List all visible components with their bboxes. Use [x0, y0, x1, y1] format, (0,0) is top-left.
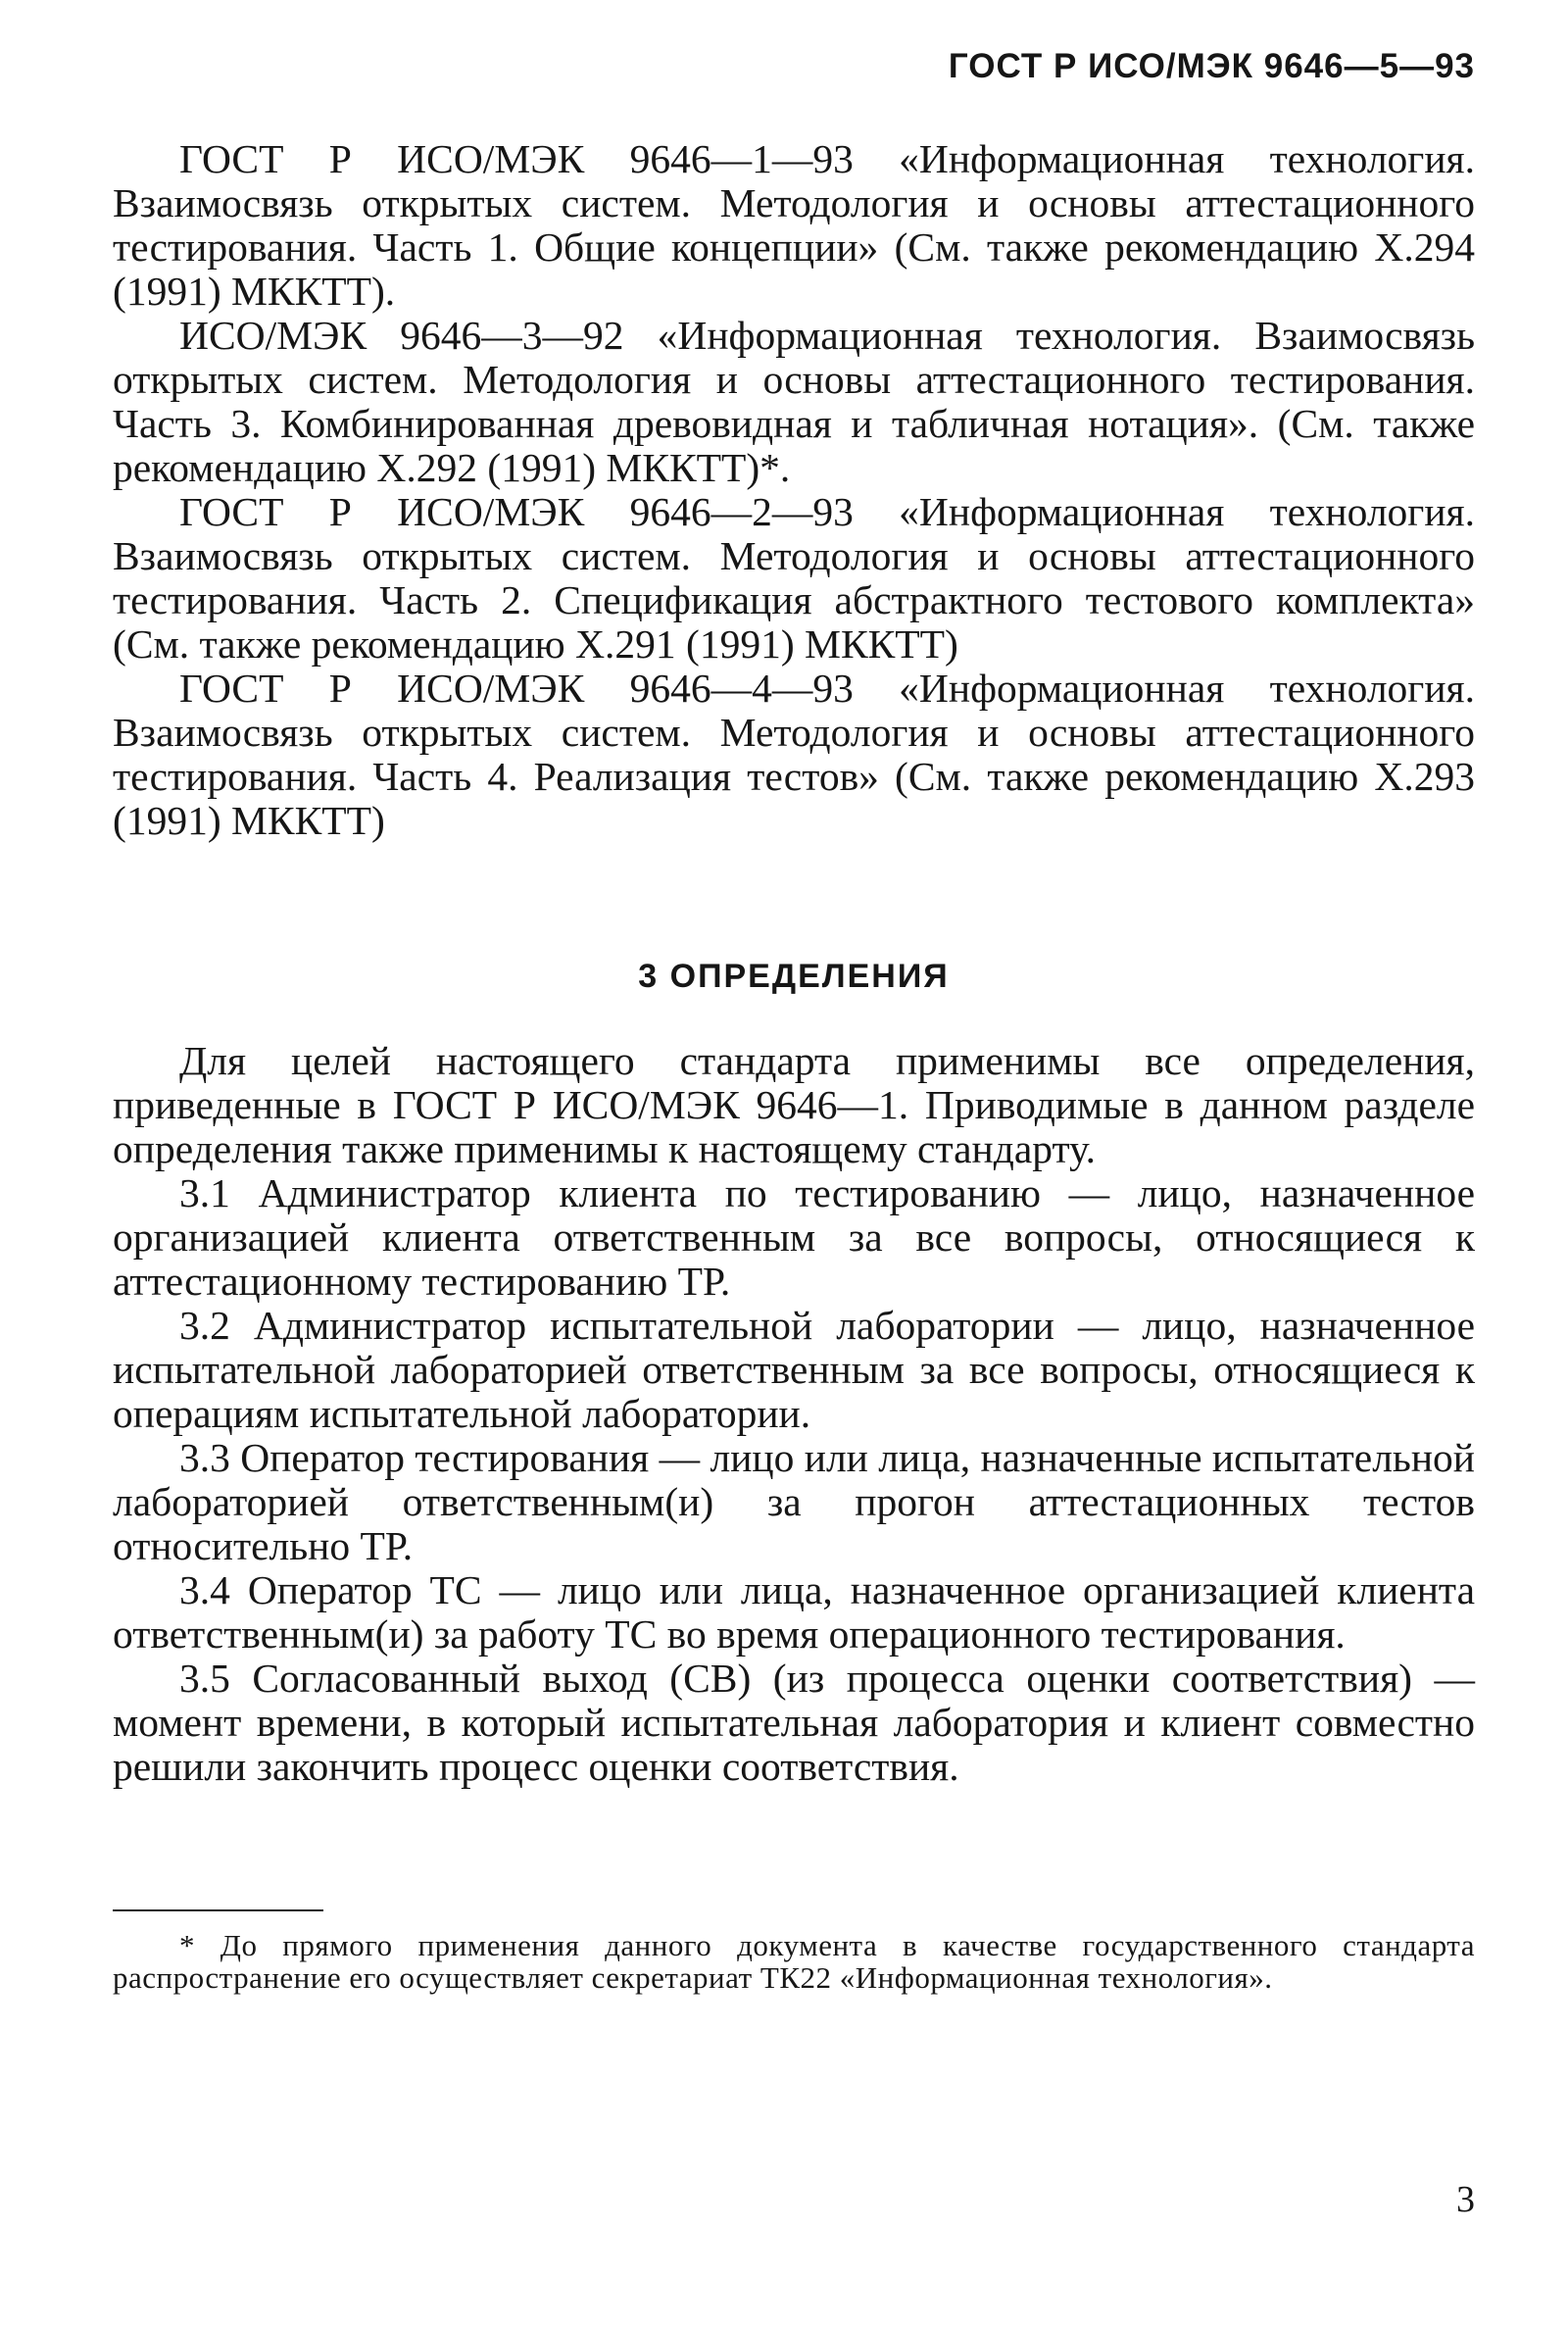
- definition-item: 3.3 Оператор тестирования — лицо или лица, назначенные испытательной лабораторией ответственным(и) за прогон аттестационных тестов относительно ТР.: [113, 1435, 1475, 1568]
- footnote-divider: [113, 1909, 323, 1911]
- running-header: ГОСТ Р ИСО/МЭК 9646—5—93: [948, 47, 1475, 85]
- reference-item: ГОСТ Р ИСО/МЭК 9646—2—93 «Информационная технология. Взаимосвязь открытых систем. Методология и основы аттестационного тестирования. Часть 2. Спецификация абстрактного тестового комплекта» (См. также рекомендацию X.291 (1991) МККТТ): [113, 489, 1475, 667]
- definition-item: 3.2 Администратор испытательной лаборатории — лицо, назначенное испытательной лабораторией ответственным за все вопросы, относящиеся к операциям испытательной лаборатории.: [113, 1303, 1475, 1436]
- section-heading: 3 ОПРЕДЕЛЕНИЯ: [638, 958, 950, 995]
- reference-item: ГОСТ Р ИСО/МЭК 9646—1—93 «Информационная технология. Взаимосвязь открытых систем. Методология и основы аттестационного тестирования. Часть 1. Общие концепции» (См. также рекомендацию X.294 (1991) МККТТ).: [113, 136, 1475, 314]
- definition-item: 3.4 Оператор ТС — лицо или лица, назначенное организацией клиента ответственным(и) за работу ТС во время операционного тестирования.: [113, 1567, 1475, 1657]
- reference-item: ГОСТ Р ИСО/МЭК 9646—4—93 «Информационная технология. Взаимосвязь открытых систем. Методология и основы аттестационного тестирования. Часть 4. Реализация тестов» (См. также рекомендацию X.293 (1991) МККТТ): [113, 666, 1475, 843]
- definition-item: 3.5 Согласованный выход (СВ) (из процесса оценки соответствия) — момент времени, в который испытательная лаборатория и клиент совместно решили закончить процесс оценки соответствия.: [113, 1656, 1475, 1789]
- footnote: * До прямого применения данного документа в качестве государственного стандарта распространение его осуществляет секретариат ТК22 «Информационная технология».: [113, 1928, 1475, 1995]
- reference-item: ИСО/МЭК 9646—3—92 «Информационная технология. Взаимосвязь открытых систем. Методология и основы аттестационного тестирования. Часть 3. Комбинированная древовидная и табличная нотация». (См. также рекомендацию X.292 (1991) МККТТ)*.: [113, 313, 1475, 490]
- definitions-section: [113, 1039, 1475, 1789]
- normative-references: [113, 137, 1475, 843]
- definition-item: 3.1 Администратор клиента по тестированию — лицо, назначенное организацией клиента ответственным за все вопросы, относящиеся к аттестационному тестированию ТР.: [113, 1170, 1475, 1304]
- page-number: 3: [1456, 2179, 1475, 2220]
- section-intro: Для целей настоящего стандарта применимы все определения, приведенные в ГОСТ Р ИСО/МЭК 9646—1. Приводимые в данном разделе определения также применимы к настоящему стандарту.: [113, 1038, 1475, 1171]
